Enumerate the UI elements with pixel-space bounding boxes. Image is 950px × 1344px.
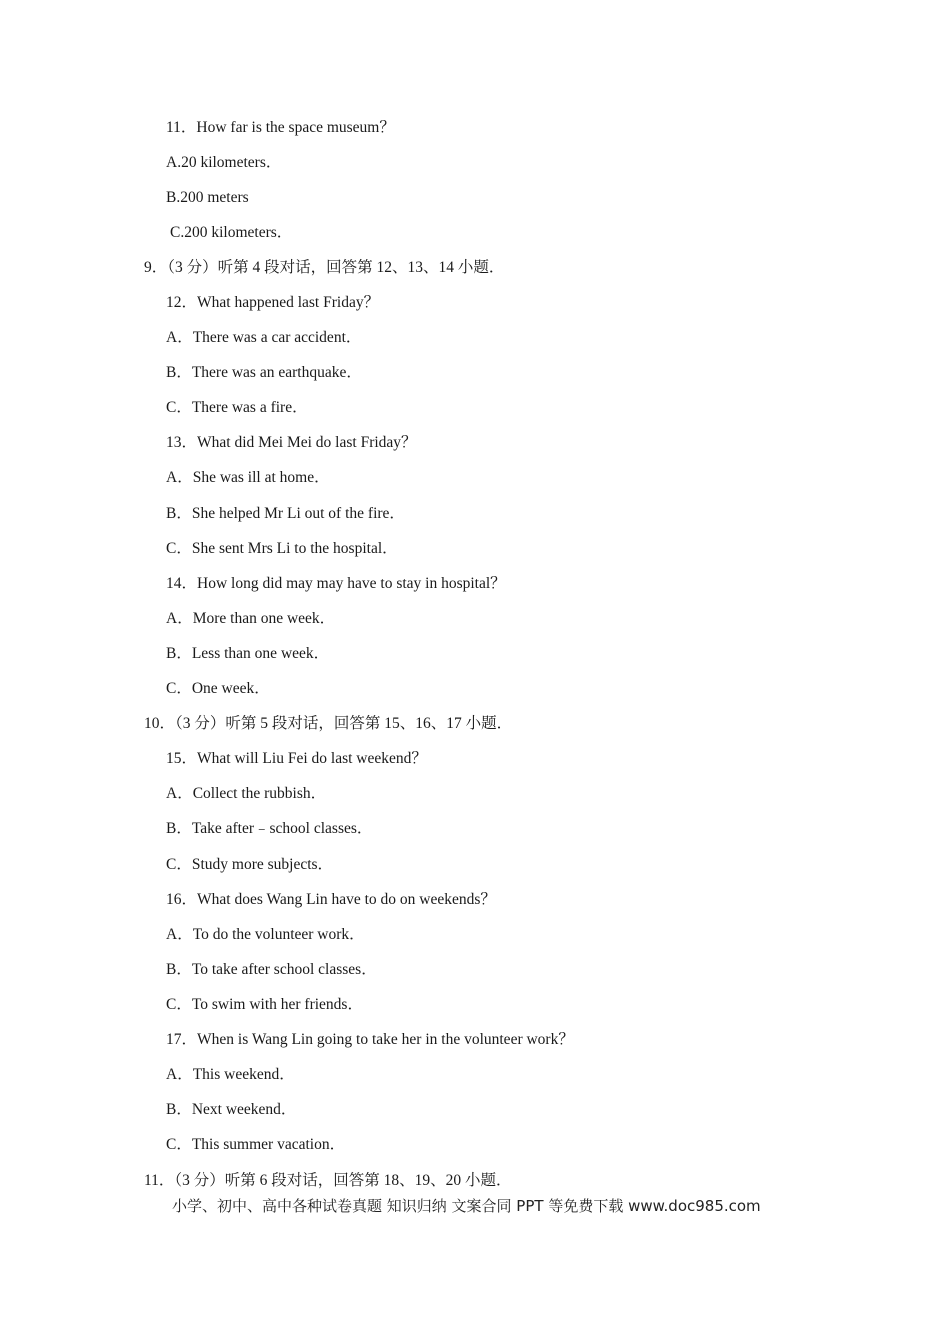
option-b: B．She helped Mr Li out of the fire． [166,505,405,522]
option-a: A．This weekend． [166,1066,295,1083]
question-12: 12．What happened last Friday？ [166,294,380,311]
option-a: A．More than one week． [166,610,336,627]
question-16: 16．What does Wang Lin have to do on weekends？ [166,891,496,908]
question-17: 17．When is Wang Lin going to take her in the volunteer work？ [166,1031,574,1048]
question-14: 14．How long did may may have to stay in hospital？ [166,575,506,592]
option-b: B．To take after school classes． [166,961,377,978]
option-b: B．Next weekend． [166,1101,297,1118]
option-a: A．Collect the rubbish． [166,785,327,802]
option-b: B．There was an earthquake． [166,364,362,381]
section-heading-9: 9．（3 分）听第 4 段对话，回答第 12、13、14 小题． [144,259,505,276]
option-c: C．To swim with her friends． [166,996,363,1013]
option-b: B.200 meters [166,189,249,206]
option-c: C．This summer vacation． [166,1136,346,1153]
section-heading-11: 11．（3 分）听第 6 段对话，回答第 18、19、20 小题． [144,1172,512,1189]
option-a: A．There was a car accident． [166,329,362,346]
option-a: A．She was ill at home． [166,469,330,486]
option-c: C.200 kilometers． [170,224,293,241]
section-heading-10: 10．（3 分）听第 5 段对话，回答第 15、16、17 小题． [144,715,513,732]
question-11: 11．How far is the space museum？ [166,119,395,136]
option-c: C．There was a fire． [166,399,308,416]
option-b: B．Take after﹣school classes． [166,820,373,837]
page-footer: 小学、初中、高中各种试卷真题 知识归纳 文案合同 PPT 等免费下载 www.doc985.com [172,1197,761,1215]
option-a: A.20 kilometers． [166,154,282,171]
option-a: A．To do the volunteer work． [166,926,365,943]
option-c: C．Study more subjects． [166,856,334,873]
option-c: C．One week． [166,680,270,697]
question-13: 13．What did Mei Mei do last Friday？ [166,434,417,451]
option-b: B．Less than one week． [166,645,330,662]
question-15: 15．What will Liu Fei do last weekend？ [166,750,427,767]
option-c: C．She sent Mrs Li to the hospital． [166,540,398,557]
